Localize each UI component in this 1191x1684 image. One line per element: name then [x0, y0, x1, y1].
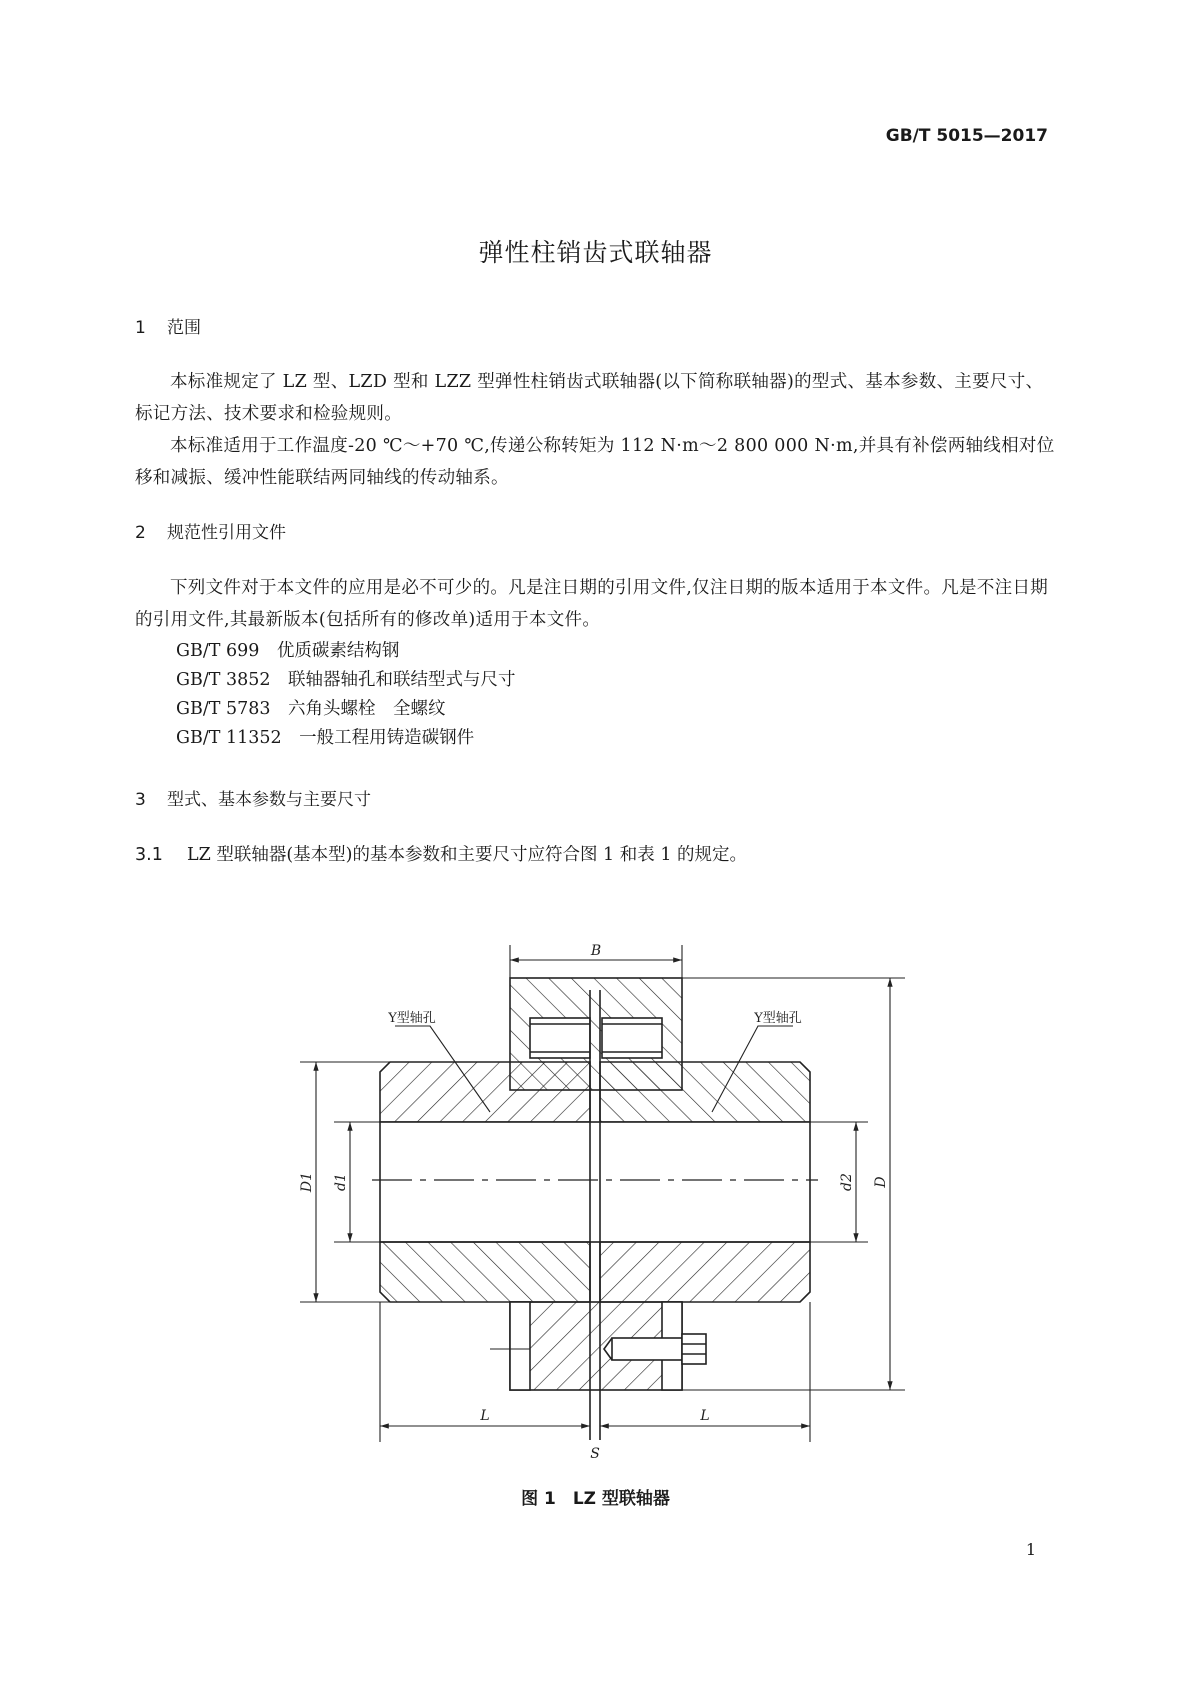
normative-intro-text: 下列文件对于本文件的应用是必不可少的。凡是注日期的引用文件,仅注日期的版本适用于本文件。凡是不注日期的引用文件,其最新版本(包括所有的修改单)适用于本文件。 — [135, 578, 1049, 630]
hub-left-top-section — [380, 1062, 590, 1122]
hub-left-bottom-section — [380, 1242, 590, 1302]
section-number: 3 — [135, 790, 146, 810]
clause-number: 3.1 — [135, 845, 163, 865]
figure-caption: 图 1 LZ 型联轴器 — [521, 1489, 670, 1509]
section-number: 1 — [135, 318, 146, 338]
label-L-left: L — [480, 1408, 490, 1424]
scope-paragraph-2: 本标准适用于工作温度-20 ℃～+70 ℃,传递公称转矩为 112 N·m～2 800 000 N·m,并具有补偿两轴线相对位移和减振、缓冲性能联结两同轴线的传动轴系。 — [135, 436, 1055, 488]
label-B: B — [590, 943, 602, 959]
scope-paragraph-1: 本标准规定了 LZ 型、LZD 型和 LZZ 型弹性柱销齿式联轴器(以下简称联轴器)的型式、基本参数、主要尺寸、标记方法、技术要求和检验规则。 — [135, 372, 1044, 424]
label-D: D — [873, 1176, 889, 1188]
document-title: 弹性柱销齿式联轴器 — [478, 238, 713, 267]
shaft-bore — [380, 1122, 810, 1242]
bolt-head — [682, 1334, 706, 1364]
label-y-bore-left: Y型轴孔 — [388, 1011, 436, 1026]
reference-item: GB/T 5783 六角头螺栓 全螺纹 — [176, 699, 446, 719]
clause-text: LZ 型联轴器(基本型)的基本参数和主要尺寸应符合图 1 和表 1 的规定。 — [187, 845, 748, 865]
hub-right-top-section — [600, 1062, 810, 1122]
reference-item: GB/T 699 优质碳素结构钢 — [176, 641, 400, 661]
section-number: 2 — [135, 523, 146, 543]
label-S: S — [590, 1446, 600, 1462]
reference-item: GB/T 3852 联轴器轴孔和联结型式与尺寸 — [176, 670, 516, 690]
section-title: 型式、基本参数与主要尺寸 — [167, 790, 371, 810]
label-D1: D1 — [299, 1171, 315, 1193]
hub-right-bottom-section — [600, 1242, 810, 1302]
page-number: 1 — [1025, 1540, 1036, 1559]
label-d2: d2 — [839, 1173, 855, 1191]
label-L-right: L — [700, 1408, 710, 1424]
section-title: 规范性引用文件 — [167, 523, 286, 543]
standard-number: GB/T 5015—2017 — [885, 126, 1048, 146]
section-title: 范围 — [167, 318, 201, 338]
reference-item: GB/T 11352 一般工程用铸造碳钢件 — [176, 728, 475, 748]
label-d1: d1 — [333, 1173, 349, 1191]
bolt-shank — [612, 1338, 682, 1360]
label-y-bore-right: Y型轴孔 — [754, 1011, 802, 1026]
